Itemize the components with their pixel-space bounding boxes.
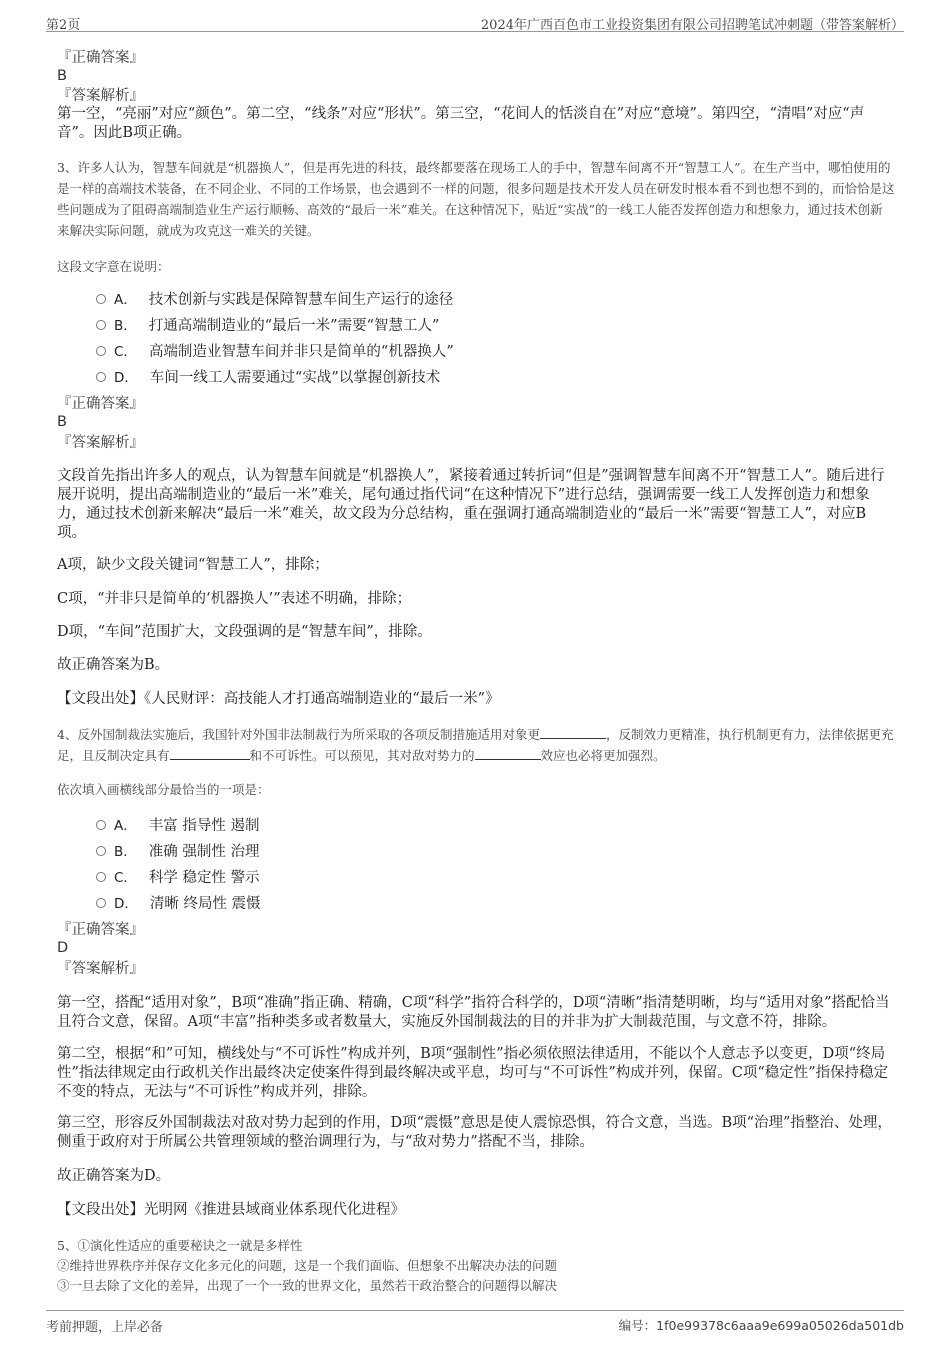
document-title: 2024年广西百色市工业投资集团有限公司招聘笔试冲刺题（带答案解析）: [480, 18, 904, 33]
page-number: 第2页: [46, 18, 81, 33]
q4-option-b[interactable]: B． 准确 强制性 治理: [96, 840, 259, 860]
q4-analysis-para: 第一空，搭配“适用对象”，B项“准确”指正确、精确，C项“科学”指符合科学的，D项“清晰”指清楚明晰，均与“适用对象”搭配恰当且符合文意，保留。A项“丰富”指种类多或者数量大，实施反外国制裁法的目的并非为扩大制裁范围，与文意不符，排除。: [57, 995, 890, 1030]
q4-analysis-para: 第三空，形容反外国制裁法对敌对势力起到的作用，D项“震慑”意思是使人震惊恐惧，符合文意，当选。B项“治理”指整治、处理，侧重于政府对于所属公共管理领域的整治调理行为，与“敌对势力”搭配不当，排除。: [57, 1115, 892, 1150]
radio-icon[interactable]: [96, 846, 106, 856]
radio-icon[interactable]: [96, 320, 106, 330]
blank-2: [170, 748, 250, 760]
q4-analysis-label: 『答案解析』: [57, 961, 144, 977]
q4-option-d[interactable]: D． 清晰 终局性 震慑: [96, 892, 261, 912]
q3-option-b[interactable]: B． 打通高端制造业的“最后一米”需要“智慧工人”: [96, 314, 439, 334]
q4-answer-label: 『正确答案』: [57, 922, 144, 938]
q4-stem: 4、反外国制裁法实施后，我国针对外国非法制裁行为所采取的各项反制措施适用对象更 ，反制效力更精准，执行机制更有力，法律依据更充足，且反制决定具有 和不可诉性。可以预见，其对敌对势力的 效应也必将更加强烈。: [57, 727, 894, 763]
q3-analysis-para: 文段首先指出许多人的观点，认为智慧车间就是“机器换人”，紧接着通过转折词“但是”强调智慧车间离不开“智慧工人”。随后进行展开说明，提出高端制造业的“最后一米”难关，尾句通过指代词“在这种情况下”进行总结，强调需要一线工人发挥创造力和想象力，通过技术创新来解决“最后一米”难关，故文段为分总结构，重在强调打通高端制造业的“最后一米”需要“智慧工人”，对应B项。: [57, 468, 885, 541]
q4-answer: D: [57, 940, 69, 956]
q5-line: 5、①演化性适应的重要秘诀之一就是多样性: [57, 1238, 303, 1253]
q3-answer-label: 『正确答案』: [57, 396, 144, 412]
radio-icon[interactable]: [96, 372, 106, 382]
radio-icon[interactable]: [96, 898, 106, 908]
radio-icon[interactable]: [96, 346, 106, 356]
q3-source: 【文段出处】《人民财评：高技能人才打通高端制造业的“最后一米”》: [57, 691, 500, 707]
document-id: 编号：1f0e99378c6aaa9e699a05026da501db: [618, 1318, 904, 1333]
q3-analysis-para: D项，“车间”范围扩大，文段强调的是“智慧车间”，排除。: [57, 624, 432, 640]
q3-option-a[interactable]: A． 技术创新与实践是保障智慧车间生产运行的途径: [96, 288, 453, 308]
q4-option-c[interactable]: C． 科学 稳定性 警示: [96, 866, 260, 886]
q2-answer-label: 『正确答案』: [57, 50, 144, 66]
q3-analysis-para: 故正确答案为B。: [57, 657, 170, 673]
q4-option-a[interactable]: A． 丰富 指导性 遏制: [96, 814, 259, 834]
page-header: [46, 12, 904, 32]
q2-analysis: 第一空，“亮丽”对应“颜色”。第二空，“线条”对应“形状”。第三空，“花间人的恬淡自在”对应“意境”。第四空，“清唱”对应“声音”。因此B项正确。: [57, 106, 865, 141]
q2-analysis-label: 『答案解析』: [57, 88, 144, 104]
blank-1: [540, 727, 606, 739]
radio-icon[interactable]: [96, 872, 106, 882]
q5-line: ③一旦去除了文化的差异，出现了一个一致的世界文化，虽然若干政治整合的问题得以解决: [57, 1278, 558, 1293]
page-footer: [46, 1310, 904, 1336]
footer-slogan: 考前押题，上岸必备: [46, 1320, 164, 1335]
q3-stem: 3、许多人认为，智慧车间就是“机器换人”，但是再先进的科技，最终都要落在现场工人的手中，智慧车间离不开“智慧工人”。在生产当中，哪怕使用的是一样的高端技术装备，在不同企业、不同的工作场景，也会遇到不一样的问题，很多问题是技术开发人员在研发时根本看不到也想不到的，而恰恰是这些问题成为了阻碍高端制造业生产运行顺畅、高效的“最后一米”难关。在这种情况下，贴近“实战”的一线工人能否发挥创造力和想象力，通过技术创新来解决实际问题，就成为攻克这一难关的关键。: [57, 160, 895, 238]
q3-analysis-para: C项，“并非只是简单的‘机器换人’”表述不明确，排除；: [57, 591, 412, 607]
q4-analysis-para: 第二空，根据“和”可知，横线处与“不可诉性”构成并列，B项“强制性”指必须依照法律适用，不能以个人意志予以变更，D项“终局性”指法律规定由行政机关作出最终决定使案件得到最终解决或平息，均可与“不可诉性”构成并列，保留。C项“稳定性”指保持稳定不变的特点，无法与“不可诉性”构成并列，排除。: [57, 1046, 889, 1100]
radio-icon[interactable]: [96, 820, 106, 830]
q3-analysis-para: A项，缺少文段关键词“智慧工人”，排除；: [57, 557, 329, 573]
q3-prompt: 这段文字意在说明：: [57, 259, 170, 274]
q3-option-d[interactable]: D． 车间一线工人需要通过“实战”以掌握创新技术: [96, 366, 440, 386]
blank-3: [475, 748, 541, 760]
q4-source: 【文段出处】光明网《推进县域商业体系现代化进程》: [57, 1202, 405, 1218]
q2-answer: B: [57, 68, 67, 84]
q3-answer: B: [57, 414, 67, 430]
q3-option-c[interactable]: C． 高端制造业智慧车间并非只是简单的“机器换人”: [96, 340, 454, 360]
radio-icon[interactable]: [96, 294, 106, 304]
q4-analysis-para: 故正确答案为D。: [57, 1168, 171, 1184]
q5-line: ②维持世界秩序并保存文化多元化的问题，这是一个我们面临、但想象不出解决办法的问题: [57, 1258, 558, 1273]
q3-analysis-label: 『答案解析』: [57, 435, 144, 451]
q4-prompt: 依次填入画横线部分最恰当的一项是：: [57, 782, 270, 797]
